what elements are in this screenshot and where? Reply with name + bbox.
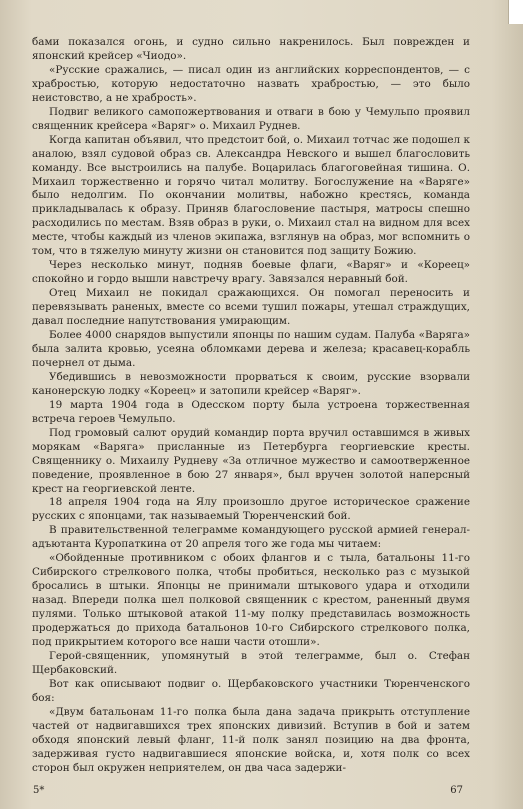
signature-mark: 5* xyxy=(33,785,45,796)
paragraph: Вот как описывают подвиг о. Щербаковского участники Тюренченского боя: xyxy=(32,677,470,704)
paragraph: «Русские сражались, — писал один из английских корреспондентов, — с храбростью, которую недостаточно назвать храбростью, — это было неистовство, а не храбрость». xyxy=(32,63,470,104)
page-corner xyxy=(508,0,523,24)
paragraph: 18 апреля 1904 года на Ялу произошло другое историческое сражение русских с японцами, так называемый Тюренченский бой. xyxy=(32,496,470,523)
paragraph: Через несколько минут, подняв боевые флаги, «Варяг» и «Кореец» спокойно и гордо вышли навстречу врагу. Завязался неравный бой. xyxy=(32,259,470,286)
paragraph: бами показался огонь, и судно сильно накренилось. Был поврежден и японский крейсер «Чиодо». xyxy=(32,36,470,62)
paragraph: «Обойденные противником с обоих флангов и с тыла, батальоны 11-го Сибирского стрелкового полка, чтобы пробиться, несколько раз с музыкой бросались в штыки. Японцы не принимали штыкового удара и отходили назад. Впереди полка шел полковой священник с крестом, раненный двумя пулями. Только штыковой атакой 11-му полку представилась возможность продержаться до прихода батальонов 10-го Сибирского стрелкового полка, под прикрытием которого все наши части отошли». xyxy=(32,552,470,648)
paragraph: 19 марта 1904 года в Одесском порту была устроена торжественная встреча героев Чемульпо. xyxy=(32,398,470,425)
paragraph: Под громовый салют орудий командир порта вручил оставшимся в живых морякам «Варяга» присланные из Петербурга георгиевские кресты. Священнику о. Михаилу Рудневу «За отличное мужество и самоотверженное поведение, проявленное в бою 27 января», был вручен золотой наперсный крест на георгиевской ленте. xyxy=(32,426,470,495)
paragraph: Подвиг великого самопожертвования и отваги в бою у Чемульпо проявил священник крейсера «Варяг» о. Михаил Руднев. xyxy=(32,105,470,132)
page-number: 67 xyxy=(450,785,463,796)
paragraph: Убедившись в невозможности прорваться к своим, русские взорвали канонерскую лодку «Кореец» и затопили крейсер «Варяг». xyxy=(32,370,470,397)
paragraph: «Двум батальонам 11-го полка была дана задача прикрыть отступление частей от надвигавшихся трех японских дивизий. Вступив в бой и затем обходя японский левый фланг, 11-й полк занял позицию на два фронта, задерживая густо надвигавшиеся японские войска, и, хотя полк со всех сторон был окружен неприятелем, он два часа задержи- xyxy=(32,705,470,774)
paragraph: Герой-священник, упомянутый в этой телеграмме, был о. Стефан Щербаковский. xyxy=(32,649,470,676)
paragraph: Отец Михаил не покидал сражающихся. Он помогал переносить и перевязывать раненых, вместе со всеми тушил пожары, утешал страждущих, давал последние напутствования умирающим. xyxy=(32,287,470,328)
paragraph: В правительственной телеграмме командующего русской армией генерал-адъютанта Куропаткина от 20 апреля того же года мы читаем: xyxy=(32,524,470,551)
paragraph: Более 4000 снарядов выпустили японцы по нашим судам. Палуба «Варяга» была залита кровью, усеяна обломками дерева и железа; красавец-корабль почернел от дыма. xyxy=(32,329,470,369)
page-text xyxy=(32,36,470,776)
paragraph: Когда капитан объявил, что предстоит бой, о. Михаил тотчас же подошел к аналою, взял судовой образ св. Александра Невского и вышел благословить команду. Все выстроились на палубе. Воцарилась благоговейная тишина. О. Михаил торжественно и горячо читал молитву. Богослужение на «Варяге» было недолгим. По окончании молитвы, набожно крестясь, команда прикладывалась к образу. Приняв благословение пастыря, матросы спешно расходились по местам. Взяв образ в руки, о. Михаил стал на видном для всех месте, чтобы каждый из членов экипажа, взглянув на образ, мог вспомнить о том, что в тяжелую минуту жизни он становится под защиту Божию. xyxy=(32,133,470,258)
